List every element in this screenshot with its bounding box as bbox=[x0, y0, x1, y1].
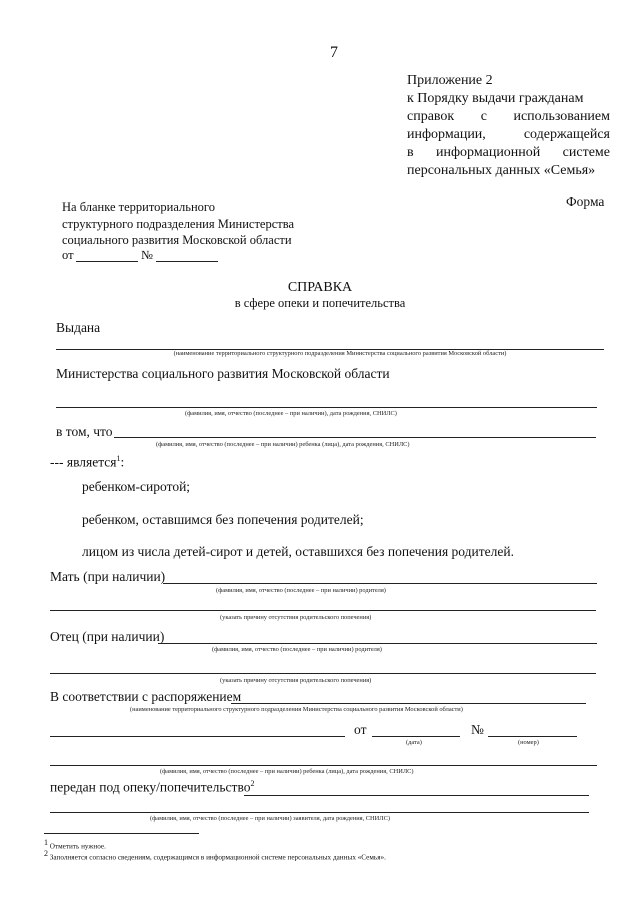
footnote-2-number: 2 bbox=[44, 849, 48, 858]
appendix-line-3: справок с использованием bbox=[407, 109, 610, 124]
footnote-separator bbox=[44, 833, 199, 834]
transfer-label bbox=[50, 779, 254, 796]
order-from-label: от bbox=[354, 722, 367, 737]
option-without-care[interactable]: ребенком, оставшимся без попечения родителей; bbox=[82, 512, 364, 527]
father-reason-caption: (указать причину отсутствия родительского попечения) bbox=[220, 677, 372, 684]
order-date-caption: (дата) bbox=[406, 739, 422, 746]
that-child-caption: (фамилия, имя, отчество (последнее – при наличии) ребенка (лица), дата рождения, СНИЛС) bbox=[156, 441, 410, 448]
appendix-line-4: информации, содержащейся bbox=[407, 127, 610, 142]
footnote-2 bbox=[44, 849, 386, 861]
appendix-header bbox=[407, 72, 610, 180]
order-child-caption: (фамилия, имя, отчество (последнее – при наличии) ребенка (лица), дата рождения, СНИЛС) bbox=[160, 768, 414, 775]
mother-reason-caption: (указать причину отсутствия родительского попечения) bbox=[220, 614, 372, 621]
that-label: в том, что bbox=[56, 424, 113, 439]
appendix-line-2: к Порядку выдачи гражданам bbox=[407, 91, 584, 106]
blank-number-field[interactable] bbox=[156, 261, 218, 262]
issued-person-field[interactable] bbox=[56, 407, 597, 408]
blank-from-label: от bbox=[62, 248, 74, 262]
document-subtitle: в сфере опеки и попечительства bbox=[234, 296, 406, 310]
appendix-line-6: персональных данных «Семья» bbox=[407, 163, 596, 178]
document-title: СПРАВКА bbox=[287, 280, 353, 295]
blank-line-2: структурного подразделения Министерства bbox=[62, 217, 295, 231]
footnote-1-number: 1 bbox=[44, 838, 48, 847]
mother-reason-field[interactable] bbox=[50, 610, 596, 611]
mother-name-caption: (фамилия, имя, отчество (последнее – при наличии) родителя) bbox=[216, 587, 386, 594]
transfer-guardian-field-1[interactable] bbox=[244, 795, 589, 796]
order-number-field[interactable] bbox=[488, 736, 577, 737]
father-name-field[interactable] bbox=[158, 643, 597, 644]
transfer-text: передан под опеку/попечительство bbox=[50, 779, 251, 795]
transfer-guardian-caption: (фамилия, имя, отчество (последнее – при наличии) заявителя, дата рождения, СНИЛС) bbox=[150, 815, 391, 822]
is-label: --- является$^1$: bbox=[50, 454, 125, 470]
blank-number-label: № bbox=[141, 248, 153, 262]
appendix-line-5: в информационной системе bbox=[407, 145, 610, 160]
issued-org-caption: (наименование территориального структурного подразделения Министерства социального развития Московской области) bbox=[173, 350, 507, 357]
order-number-label: № bbox=[471, 722, 484, 737]
footnote-ref-1: 1 bbox=[116, 454, 121, 463]
order-org-field[interactable] bbox=[231, 703, 586, 704]
footnote-2-text: Заполняется согласно сведениям, содержащимся в информационной системе персональных данных «Семья». bbox=[49, 853, 386, 862]
appendix-line-1: Приложение 2 bbox=[407, 73, 493, 88]
issued-person-caption: (фамилия, имя, отчество (последнее – при наличии), дата рождения, СНИЛС) bbox=[185, 410, 397, 417]
father-reason-field[interactable] bbox=[50, 673, 596, 674]
order-date-field[interactable] bbox=[372, 736, 460, 737]
form-label: Форма bbox=[566, 194, 605, 209]
is-text: является bbox=[66, 454, 117, 470]
blank-line-1: На бланке территориального bbox=[62, 200, 215, 214]
order-number-caption: (номер) bbox=[518, 739, 539, 746]
option-orphan[interactable]: ребенком-сиротой; bbox=[82, 479, 191, 494]
order-extra-field[interactable] bbox=[50, 736, 345, 737]
transfer-guardian-field-2[interactable] bbox=[50, 812, 589, 813]
order-label: В соответствии с распоряжением bbox=[50, 689, 242, 704]
father-label: Отец (при наличии) bbox=[50, 629, 165, 644]
footnote-1-text: Отметить нужное. bbox=[49, 842, 106, 851]
issued-label: Выдана bbox=[56, 320, 101, 335]
father-name-caption: (фамилия, имя, отчество (последнее – при наличии) родителя) bbox=[212, 646, 382, 653]
that-child-field[interactable] bbox=[114, 437, 596, 438]
order-child-field[interactable] bbox=[50, 765, 597, 766]
blank-line-3: социального развития Московской области bbox=[62, 233, 292, 247]
footnote-ref-2: 2 bbox=[250, 779, 255, 788]
mother-name-field[interactable] bbox=[163, 583, 597, 584]
blank-date-field[interactable] bbox=[76, 261, 138, 262]
ministry-line: Министерства социального развития Московской области bbox=[56, 366, 390, 381]
mother-label: Мать (при наличии) bbox=[50, 569, 166, 584]
option-from-orphans[interactable]: лицом из числа детей-сирот и детей, оставшихся без попечения родителей. bbox=[82, 544, 514, 559]
page-number: 7 bbox=[330, 44, 338, 61]
order-org-caption: (наименование территориального структурного подразделения Министерства социального развития Московской области) bbox=[130, 706, 463, 713]
